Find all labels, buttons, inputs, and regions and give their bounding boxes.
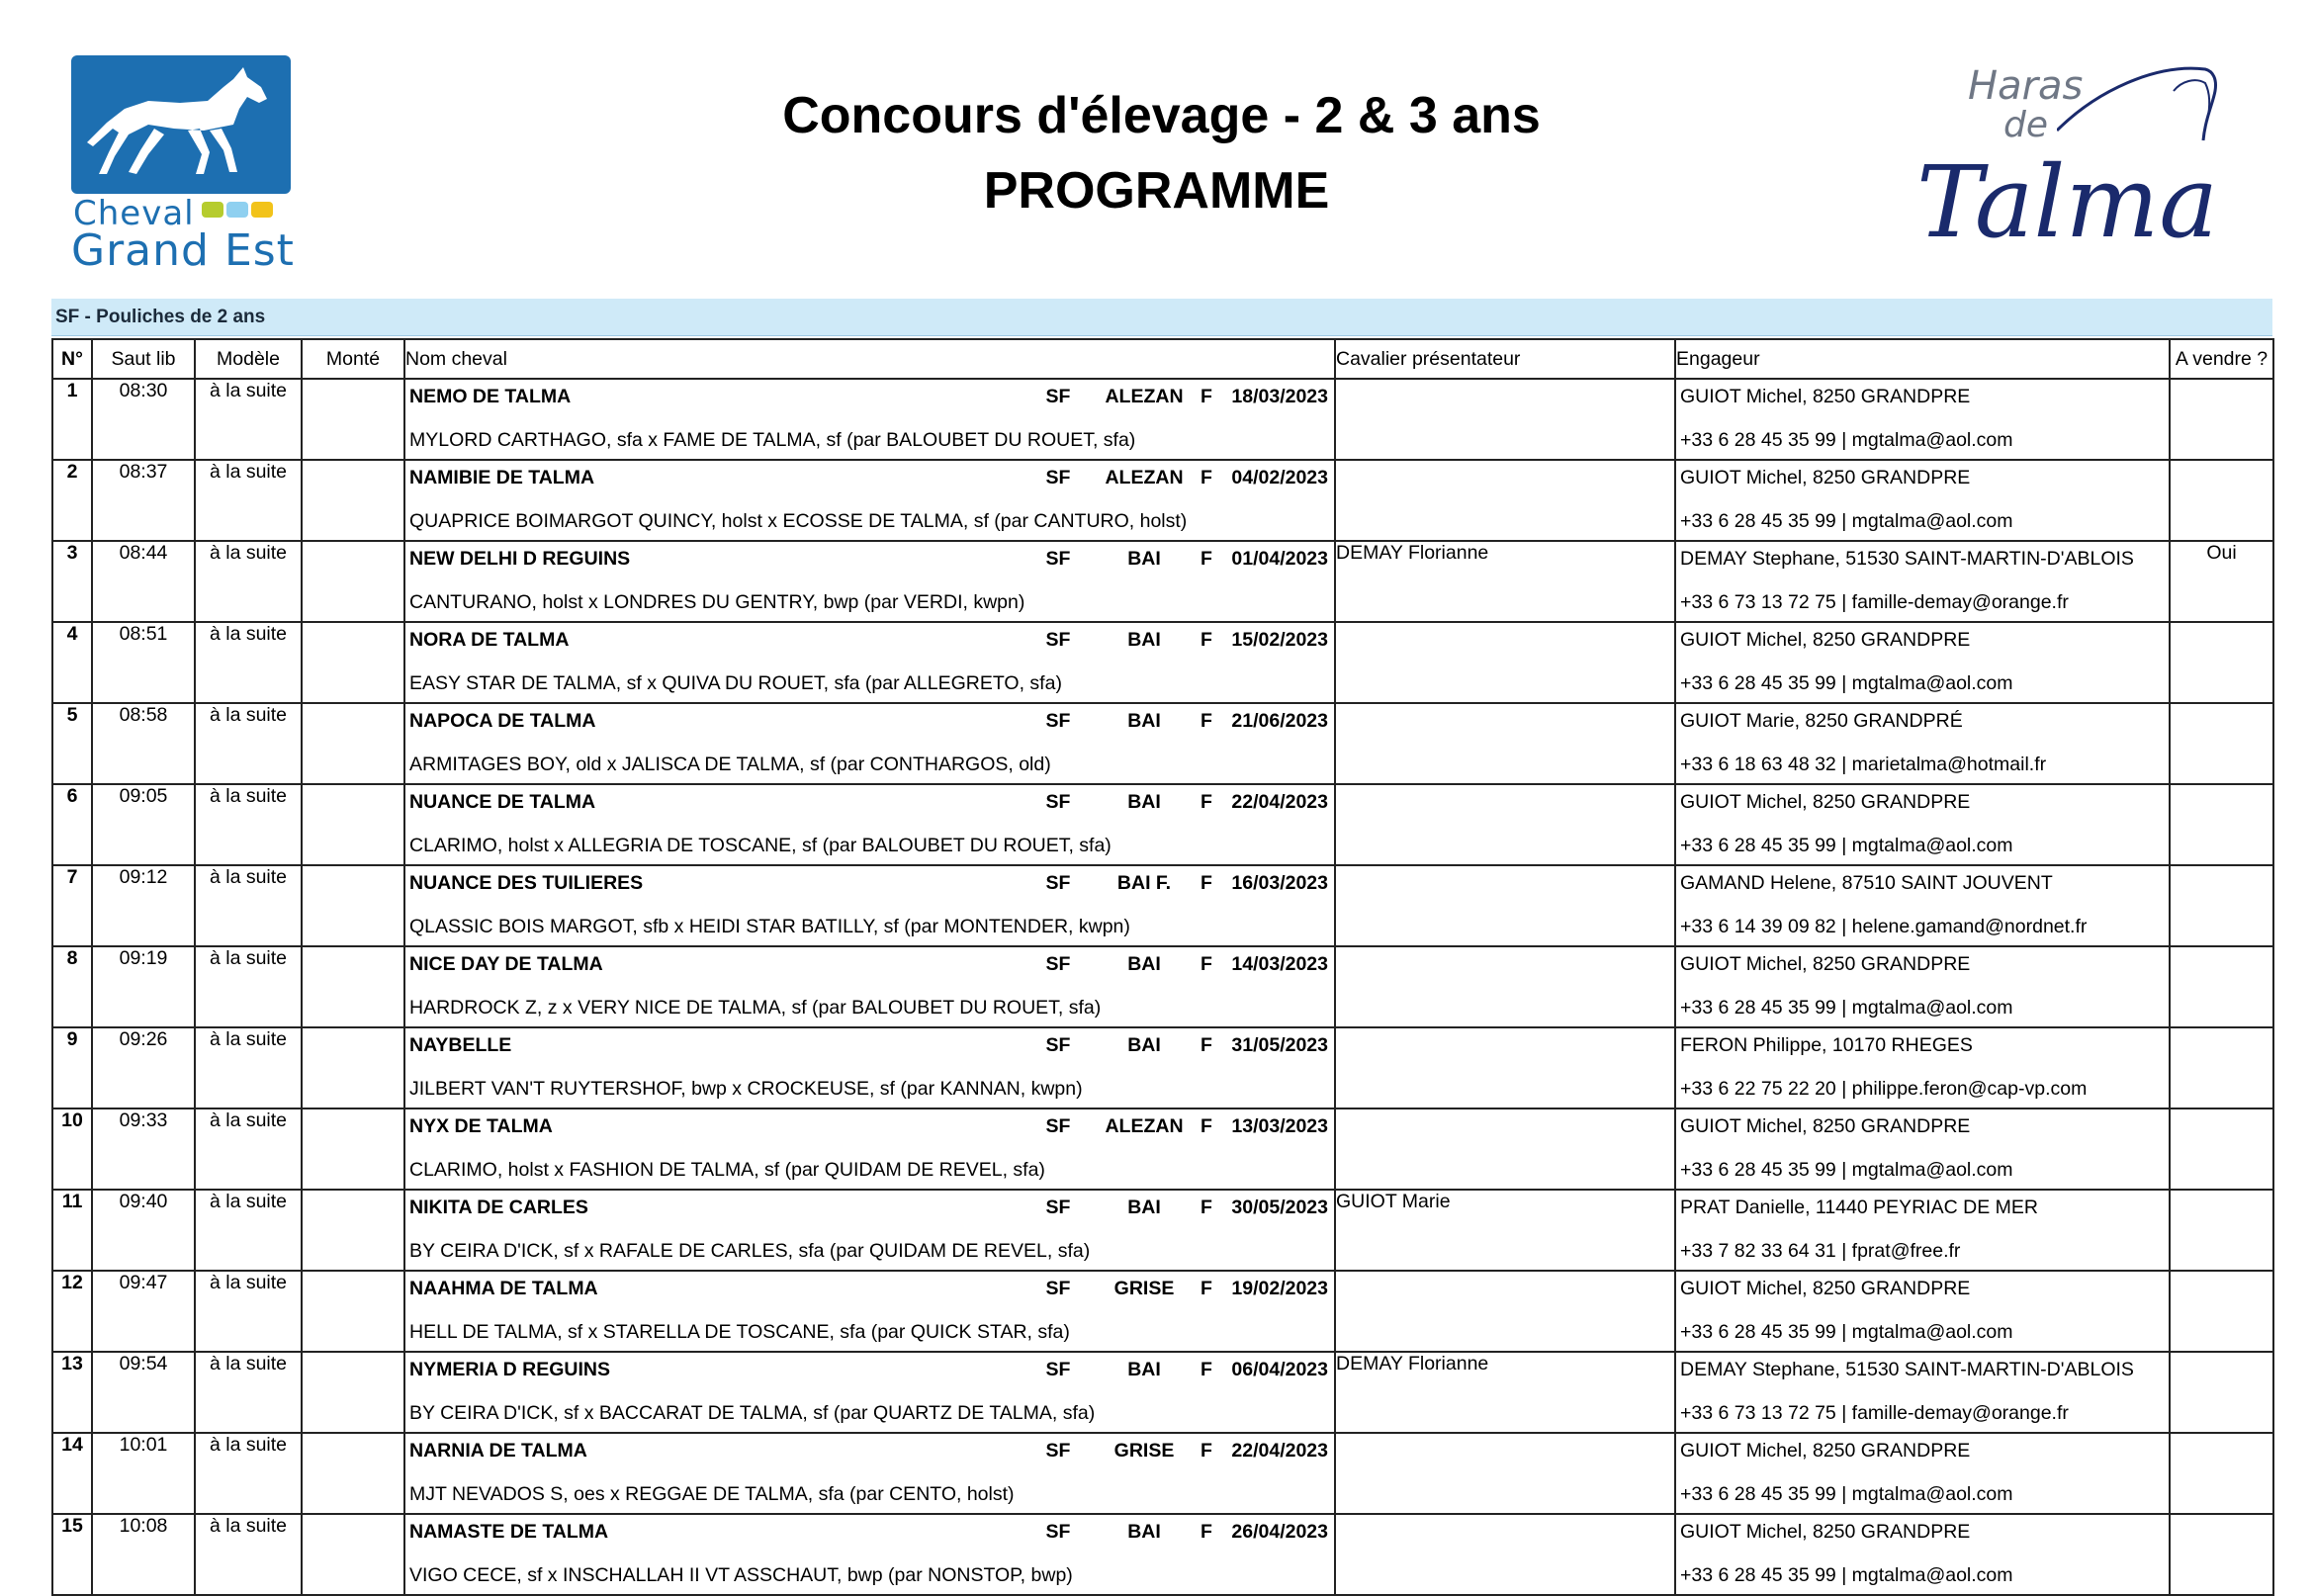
owner-contact: +33 6 73 13 72 75 | famille-demay@orange.fr xyxy=(1680,1402,2069,1425)
horse-name: NICE DAY DE TALMA xyxy=(409,953,603,975)
modele-cell: à la suite xyxy=(195,784,302,865)
horse-birthdate: 14/03/2023 xyxy=(1231,953,1328,975)
for-sale-cell xyxy=(2170,379,2273,460)
program-table xyxy=(51,338,2274,1596)
table-row xyxy=(52,1514,2273,1595)
horse-color: BAI xyxy=(1127,953,1161,975)
owner-cell xyxy=(1675,622,2170,703)
horse-color: BAI xyxy=(1127,710,1161,732)
horse-name: NARNIA DE TALMA xyxy=(409,1440,587,1462)
modele-cell: à la suite xyxy=(195,460,302,541)
row-number: 9 xyxy=(52,1027,92,1108)
horse-birthdate: 30/05/2023 xyxy=(1231,1197,1328,1218)
row-number: 6 xyxy=(52,784,92,865)
owner-cell xyxy=(1675,541,2170,622)
table-row xyxy=(52,865,2273,946)
rider-cell xyxy=(1335,703,1675,784)
owner-name: GUIOT Michel, 8250 GRANDPRE xyxy=(1680,1115,1971,1137)
horse-sex: F xyxy=(1201,1197,1212,1218)
horse-name: NEW DELHI D REGUINS xyxy=(409,548,631,570)
horse-cell xyxy=(404,460,1335,541)
horse-color: BAI xyxy=(1127,1521,1161,1543)
saut-time: 09:54 xyxy=(92,1352,195,1433)
monte-cell xyxy=(302,1190,404,1271)
rider-cell xyxy=(1335,784,1675,865)
rider-cell xyxy=(1335,1108,1675,1190)
modele-cell: à la suite xyxy=(195,379,302,460)
saut-time: 09:26 xyxy=(92,1027,195,1108)
owner-cell xyxy=(1675,865,2170,946)
horse-pedigree: EASY STAR DE TALMA, sf x QUIVA DU ROUET, sfa (par ALLEGRETO, sfa) xyxy=(409,672,1062,695)
horse-breed: SF xyxy=(1045,710,1071,732)
horse-name: NAMIBIE DE TALMA xyxy=(409,467,595,488)
for-sale-cell xyxy=(2170,460,2273,541)
modele-cell: à la suite xyxy=(195,1271,302,1352)
horse-name: NEMO DE TALMA xyxy=(409,386,572,407)
horse-breed: SF xyxy=(1045,1278,1071,1299)
monte-cell xyxy=(302,460,404,541)
horse-sex: F xyxy=(1201,1115,1212,1137)
for-sale-cell xyxy=(2170,865,2273,946)
horse-breed: SF xyxy=(1045,629,1071,651)
saut-time: 09:33 xyxy=(92,1108,195,1190)
modele-cell: à la suite xyxy=(195,1190,302,1271)
saut-time: 10:01 xyxy=(92,1433,195,1514)
horse-birthdate: 06/04/2023 xyxy=(1231,1359,1328,1380)
rider-cell xyxy=(1335,1514,1675,1595)
monte-cell xyxy=(302,1027,404,1108)
horse-sex: F xyxy=(1201,872,1212,894)
row-number: 8 xyxy=(52,946,92,1027)
monte-cell xyxy=(302,865,404,946)
monte-cell xyxy=(302,1433,404,1514)
saut-time: 08:51 xyxy=(92,622,195,703)
horse-breed: SF xyxy=(1045,1197,1071,1218)
table-row xyxy=(52,703,2273,784)
owner-name: GUIOT Michel, 8250 GRANDPRE xyxy=(1680,953,1971,975)
monte-cell xyxy=(302,1514,404,1595)
col-header-monte: Monté xyxy=(302,339,404,379)
table-row xyxy=(52,379,2273,460)
saut-time: 09:47 xyxy=(92,1271,195,1352)
horse-sex: F xyxy=(1201,1521,1212,1543)
owner-name: DEMAY Stephane, 51530 SAINT-MARTIN-D'ABLOIS xyxy=(1680,1359,2134,1380)
row-number: 14 xyxy=(52,1433,92,1514)
logo-word-cheval: Cheval xyxy=(73,194,195,233)
owner-cell xyxy=(1675,1433,2170,1514)
for-sale-cell xyxy=(2170,1514,2273,1595)
horse-name: NAAHMA DE TALMA xyxy=(409,1278,598,1299)
row-number: 3 xyxy=(52,541,92,622)
row-number: 11 xyxy=(52,1190,92,1271)
section-header xyxy=(51,299,2272,336)
for-sale-cell xyxy=(2170,784,2273,865)
owner-contact: +33 6 28 45 35 99 | mgtalma@aol.com xyxy=(1680,1159,2013,1182)
horse-breed: SF xyxy=(1045,1034,1071,1056)
rider-cell xyxy=(1335,865,1675,946)
horse-birthdate: 01/04/2023 xyxy=(1231,548,1328,570)
table-row xyxy=(52,1433,2273,1514)
horse-birthdate: 22/04/2023 xyxy=(1231,1440,1328,1462)
owner-contact: +33 6 73 13 72 75 | famille-demay@orange.fr xyxy=(1680,591,2069,614)
horse-color: BAI xyxy=(1127,629,1161,651)
modele-cell: à la suite xyxy=(195,1027,302,1108)
horse-name: NIKITA DE CARLES xyxy=(409,1197,588,1218)
horse-name: NYMERIA D REGUINS xyxy=(409,1359,610,1380)
horse-head-line-icon xyxy=(2057,61,2235,150)
owner-contact: +33 6 28 45 35 99 | mgtalma@aol.com xyxy=(1680,429,2013,452)
monte-cell xyxy=(302,379,404,460)
owner-cell xyxy=(1675,1190,2170,1271)
owner-cell xyxy=(1675,379,2170,460)
owner-cell xyxy=(1675,946,2170,1027)
horse-cell xyxy=(404,865,1335,946)
modele-cell: à la suite xyxy=(195,1108,302,1190)
row-number: 4 xyxy=(52,622,92,703)
table-row xyxy=(52,1108,2273,1190)
monte-cell xyxy=(302,1108,404,1190)
row-number: 15 xyxy=(52,1514,92,1595)
for-sale-cell xyxy=(2170,1271,2273,1352)
horse-color: BAI xyxy=(1127,791,1161,813)
monte-cell xyxy=(302,784,404,865)
horse-birthdate: 21/06/2023 xyxy=(1231,710,1328,732)
row-number: 13 xyxy=(52,1352,92,1433)
horse-sex: F xyxy=(1201,791,1212,813)
monte-cell xyxy=(302,1271,404,1352)
rider-cell xyxy=(1335,622,1675,703)
horse-pedigree: BY CEIRA D'ICK, sf x BACCARAT DE TALMA, sf (par QUARTZ DE TALMA, sfa) xyxy=(409,1402,1096,1425)
modele-cell: à la suite xyxy=(195,946,302,1027)
horse-sex: F xyxy=(1201,1278,1212,1299)
horse-cell xyxy=(404,1433,1335,1514)
for-sale-cell: Oui xyxy=(2170,541,2273,622)
rider-cell: GUIOT Marie xyxy=(1335,1190,1675,1271)
saut-time: 09:40 xyxy=(92,1190,195,1271)
rider-cell: DEMAY Florianne xyxy=(1335,1352,1675,1433)
horse-cell xyxy=(404,622,1335,703)
horse-birthdate: 19/02/2023 xyxy=(1231,1278,1328,1299)
saut-time: 10:08 xyxy=(92,1514,195,1595)
horse-pedigree: JILBERT VAN'T RUYTERSHOF, bwp x CROCKEUSE, sf (par KANNAN, kwpn) xyxy=(409,1078,1083,1101)
rider-cell xyxy=(1335,460,1675,541)
horse-color: BAI xyxy=(1127,1034,1161,1056)
horse-color: BAI xyxy=(1127,1359,1161,1380)
horse-name: NAYBELLE xyxy=(409,1034,512,1056)
owner-contact: +33 6 28 45 35 99 | mgtalma@aol.com xyxy=(1680,1564,2013,1587)
horse-name: NUANCE DES TUILIERES xyxy=(409,872,644,894)
col-header-saut: Saut lib xyxy=(92,339,195,379)
monte-cell xyxy=(302,622,404,703)
logo-word-haras: Haras xyxy=(1968,63,2084,109)
modele-cell: à la suite xyxy=(195,703,302,784)
owner-name: GUIOT Michel, 8250 GRANDPRE xyxy=(1680,1521,1971,1543)
for-sale-cell xyxy=(2170,1190,2273,1271)
horse-color: GRISE xyxy=(1113,1278,1175,1299)
horse-pedigree: CLARIMO, holst x FASHION DE TALMA, sf (par QUIDAM DE REVEL, sfa) xyxy=(409,1159,1045,1182)
horse-birthdate: 31/05/2023 xyxy=(1231,1034,1328,1056)
owner-name: DEMAY Stephane, 51530 SAINT-MARTIN-D'ABLOIS xyxy=(1680,548,2134,570)
horse-color: BAI xyxy=(1127,548,1161,570)
table-row xyxy=(52,1352,2273,1433)
owner-cell xyxy=(1675,1271,2170,1352)
owner-name: GUIOT Michel, 8250 GRANDPRE xyxy=(1680,467,1971,488)
table-header-row xyxy=(52,339,2273,379)
modele-cell: à la suite xyxy=(195,1514,302,1595)
owner-name: GUIOT Michel, 8250 GRANDPRE xyxy=(1680,1278,1971,1299)
owner-name: GUIOT Michel, 8250 GRANDPRE xyxy=(1680,1440,1971,1462)
horse-birthdate: 22/04/2023 xyxy=(1231,791,1328,813)
owner-contact: +33 6 28 45 35 99 | mgtalma@aol.com xyxy=(1680,997,2013,1020)
owner-name: GUIOT Michel, 8250 GRANDPRE xyxy=(1680,791,1971,813)
horse-name: NAPOCA DE TALMA xyxy=(409,710,596,732)
modele-cell: à la suite xyxy=(195,1352,302,1433)
modele-cell: à la suite xyxy=(195,541,302,622)
for-sale-cell xyxy=(2170,1433,2273,1514)
horse-cell xyxy=(404,1514,1335,1595)
horse-sex: F xyxy=(1201,629,1212,651)
row-number: 2 xyxy=(52,460,92,541)
logo-word-de: de xyxy=(2003,105,2048,145)
horse-sex: F xyxy=(1201,1440,1212,1462)
owner-cell xyxy=(1675,703,2170,784)
owner-contact: +33 6 18 63 48 32 | marietalma@hotmail.fr xyxy=(1680,754,2047,776)
horse-sex: F xyxy=(1201,467,1212,488)
monte-cell xyxy=(302,541,404,622)
horse-sex: F xyxy=(1201,1359,1212,1380)
table-row xyxy=(52,1027,2273,1108)
logo-word-grand-est: Grand Est xyxy=(71,225,295,276)
saut-time: 08:44 xyxy=(92,541,195,622)
table-row xyxy=(52,946,2273,1027)
owner-cell xyxy=(1675,1108,2170,1190)
owner-contact: +33 6 28 45 35 99 | mgtalma@aol.com xyxy=(1680,672,2013,695)
row-number: 7 xyxy=(52,865,92,946)
horse-birthdate: 13/03/2023 xyxy=(1231,1115,1328,1137)
col-header-num: N° xyxy=(52,339,92,379)
monte-cell xyxy=(302,703,404,784)
col-header-modele: Modèle xyxy=(195,339,302,379)
modele-cell: à la suite xyxy=(195,1433,302,1514)
owner-name: GAMAND Helene, 87510 SAINT JOUVENT xyxy=(1680,872,2053,894)
horse-cell xyxy=(404,703,1335,784)
horse-birthdate: 26/04/2023 xyxy=(1231,1521,1328,1543)
horse-name: NUANCE DE TALMA xyxy=(409,791,596,813)
table-row xyxy=(52,1271,2273,1352)
owner-name: PRAT Danielle, 11440 PEYRIAC DE MER xyxy=(1680,1197,2038,1218)
saut-time: 08:37 xyxy=(92,460,195,541)
rider-cell xyxy=(1335,1271,1675,1352)
horse-pedigree: BY CEIRA D'ICK, sf x RAFALE DE CARLES, sfa (par QUIDAM DE REVEL, sfa) xyxy=(409,1240,1091,1263)
horse-sex: F xyxy=(1201,1034,1212,1056)
col-header-engageur: Engageur xyxy=(1675,339,2170,379)
horse-pedigree: QLASSIC BOIS MARGOT, sfb x HEIDI STAR BATILLY, sf (par MONTENDER, kwpn) xyxy=(409,916,1130,938)
horse-pedigree: VIGO CECE, sf x INSCHALLAH II VT ASSCHAUT, bwp (par NONSTOP, bwp) xyxy=(409,1564,1073,1587)
for-sale-cell xyxy=(2170,703,2273,784)
horse-breed: SF xyxy=(1045,1115,1071,1137)
monte-cell xyxy=(302,1352,404,1433)
page-header xyxy=(0,0,2313,287)
horse-color: GRISE xyxy=(1113,1440,1175,1462)
horse-cell xyxy=(404,379,1335,460)
horse-breed: SF xyxy=(1045,953,1071,975)
horse-breed: SF xyxy=(1045,1440,1071,1462)
saut-time: 09:19 xyxy=(92,946,195,1027)
horse-cell xyxy=(404,541,1335,622)
owner-name: FERON Philippe, 10170 RHEGES xyxy=(1680,1034,1973,1056)
row-number: 1 xyxy=(52,379,92,460)
horse-color: ALEZAN xyxy=(1105,467,1184,488)
horse-color: ALEZAN xyxy=(1105,386,1184,407)
for-sale-cell xyxy=(2170,946,2273,1027)
horse-pedigree: MJT NEVADOS S, oes x REGGAE DE TALMA, sfa (par CENTO, holst) xyxy=(409,1483,1015,1506)
horse-breed: SF xyxy=(1045,872,1071,894)
rider-cell xyxy=(1335,379,1675,460)
logo-word-talma: Talma xyxy=(1916,144,2218,260)
horse-pedigree: ARMITAGES BOY, old x JALISCA DE TALMA, sf (par CONTHARGOS, old) xyxy=(409,754,1051,776)
monte-cell xyxy=(302,946,404,1027)
owner-contact: +33 6 28 45 35 99 | mgtalma@aol.com xyxy=(1680,1483,2013,1506)
owner-contact: +33 6 28 45 35 99 | mgtalma@aol.com xyxy=(1680,510,2013,533)
saut-time: 08:58 xyxy=(92,703,195,784)
horse-birthdate: 04/02/2023 xyxy=(1231,467,1328,488)
owner-cell xyxy=(1675,1514,2170,1595)
rider-cell xyxy=(1335,1433,1675,1514)
modele-cell: à la suite xyxy=(195,865,302,946)
for-sale-cell xyxy=(2170,622,2273,703)
horse-color: ALEZAN xyxy=(1105,1115,1184,1137)
owner-contact: +33 6 14 39 09 82 | helene.gamand@nordnet.fr xyxy=(1680,916,2088,938)
row-number: 10 xyxy=(52,1108,92,1190)
horse-name: NAMASTE DE TALMA xyxy=(409,1521,609,1543)
table-row xyxy=(52,1190,2273,1271)
saut-time: 09:05 xyxy=(92,784,195,865)
rider-cell xyxy=(1335,946,1675,1027)
horse-cell xyxy=(404,1108,1335,1190)
table-row xyxy=(52,622,2273,703)
owner-contact: +33 6 28 45 35 99 | mgtalma@aol.com xyxy=(1680,1321,2013,1344)
for-sale-cell xyxy=(2170,1108,2273,1190)
for-sale-cell xyxy=(2170,1027,2273,1108)
owner-name: GUIOT Michel, 8250 GRANDPRE xyxy=(1680,629,1971,651)
for-sale-cell xyxy=(2170,1352,2273,1433)
horse-cell xyxy=(404,946,1335,1027)
col-header-cavalier: Cavalier présentateur xyxy=(1335,339,1675,379)
owner-contact: +33 6 22 75 22 20 | philippe.feron@cap-vp.com xyxy=(1680,1078,2088,1101)
owner-cell xyxy=(1675,1027,2170,1108)
haras-de-talma-logo xyxy=(1909,59,2235,267)
owner-cell xyxy=(1675,1352,2170,1433)
table-row xyxy=(52,541,2273,622)
horse-color: BAI F. xyxy=(1116,872,1172,894)
row-number: 5 xyxy=(52,703,92,784)
owner-name: GUIOT Marie, 8250 GRANDPRÉ xyxy=(1680,710,1963,732)
owner-cell xyxy=(1675,460,2170,541)
horse-birthdate: 16/03/2023 xyxy=(1231,872,1328,894)
col-header-vendre: A vendre ? xyxy=(2170,339,2273,379)
owner-contact: +33 6 28 45 35 99 | mgtalma@aol.com xyxy=(1680,835,2013,857)
horse-cell xyxy=(404,784,1335,865)
owner-cell xyxy=(1675,784,2170,865)
modele-cell: à la suite xyxy=(195,622,302,703)
page-subtitle: PROGRAMME xyxy=(983,162,1330,220)
horse-cell xyxy=(404,1190,1335,1271)
horse-pedigree: HARDROCK Z, z x VERY NICE DE TALMA, sf (par BALOUBET DU ROUET, sfa) xyxy=(409,997,1102,1020)
owner-name: GUIOT Michel, 8250 GRANDPRE xyxy=(1680,386,1971,407)
page-title: Concours d'élevage - 2 & 3 ans xyxy=(782,87,1541,144)
table-body xyxy=(52,379,2273,1595)
horse-name: NORA DE TALMA xyxy=(409,629,570,651)
horse-breed: SF xyxy=(1045,1359,1071,1380)
horse-pedigree: CANTURANO, holst x LONDRES DU GENTRY, bwp (par VERDI, kwpn) xyxy=(409,591,1025,614)
horse-sex: F xyxy=(1201,953,1212,975)
horse-cell xyxy=(404,1027,1335,1108)
horse-pedigree: MYLORD CARTHAGO, sfa x FAME DE TALMA, sf (par BALOUBET DU ROUET, sfa) xyxy=(409,429,1136,452)
horse-pedigree: QUAPRICE BOIMARGOT QUINCY, holst x ECOSSE DE TALMA, sf (par CANTURO, holst) xyxy=(409,510,1188,533)
horse-birthdate: 15/02/2023 xyxy=(1231,629,1328,651)
owner-contact: +33 7 82 33 64 31 | fprat@free.fr xyxy=(1680,1240,1961,1263)
table-row xyxy=(52,784,2273,865)
horse-birthdate: 18/03/2023 xyxy=(1231,386,1328,407)
row-number: 12 xyxy=(52,1271,92,1352)
horse-breed: SF xyxy=(1045,467,1071,488)
horse-cell xyxy=(404,1352,1335,1433)
horse-sex: F xyxy=(1201,386,1212,407)
horse-breed: SF xyxy=(1045,791,1071,813)
horse-pedigree: CLARIMO, holst x ALLEGRIA DE TOSCANE, sf (par BALOUBET DU ROUET, sfa) xyxy=(409,835,1112,857)
rider-cell xyxy=(1335,1027,1675,1108)
horse-sex: F xyxy=(1201,548,1212,570)
rider-cell: DEMAY Florianne xyxy=(1335,541,1675,622)
horse-breed: SF xyxy=(1045,548,1071,570)
horse-breed: SF xyxy=(1045,386,1071,407)
saut-time: 08:30 xyxy=(92,379,195,460)
horse-cell xyxy=(404,1271,1335,1352)
col-header-nom: Nom cheval xyxy=(404,339,1335,379)
table-row xyxy=(52,460,2273,541)
section-title: SF - Pouliches de 2 ans xyxy=(55,307,266,327)
horse-breed: SF xyxy=(1045,1521,1071,1543)
horse-pedigree: HELL DE TALMA, sf x STARELLA DE TOSCANE, sfa (par QUICK STAR, sfa) xyxy=(409,1321,1070,1344)
horse-sex: F xyxy=(1201,710,1212,732)
saut-time: 09:12 xyxy=(92,865,195,946)
horse-name: NYX DE TALMA xyxy=(409,1115,553,1137)
horse-color: BAI xyxy=(1127,1197,1161,1218)
